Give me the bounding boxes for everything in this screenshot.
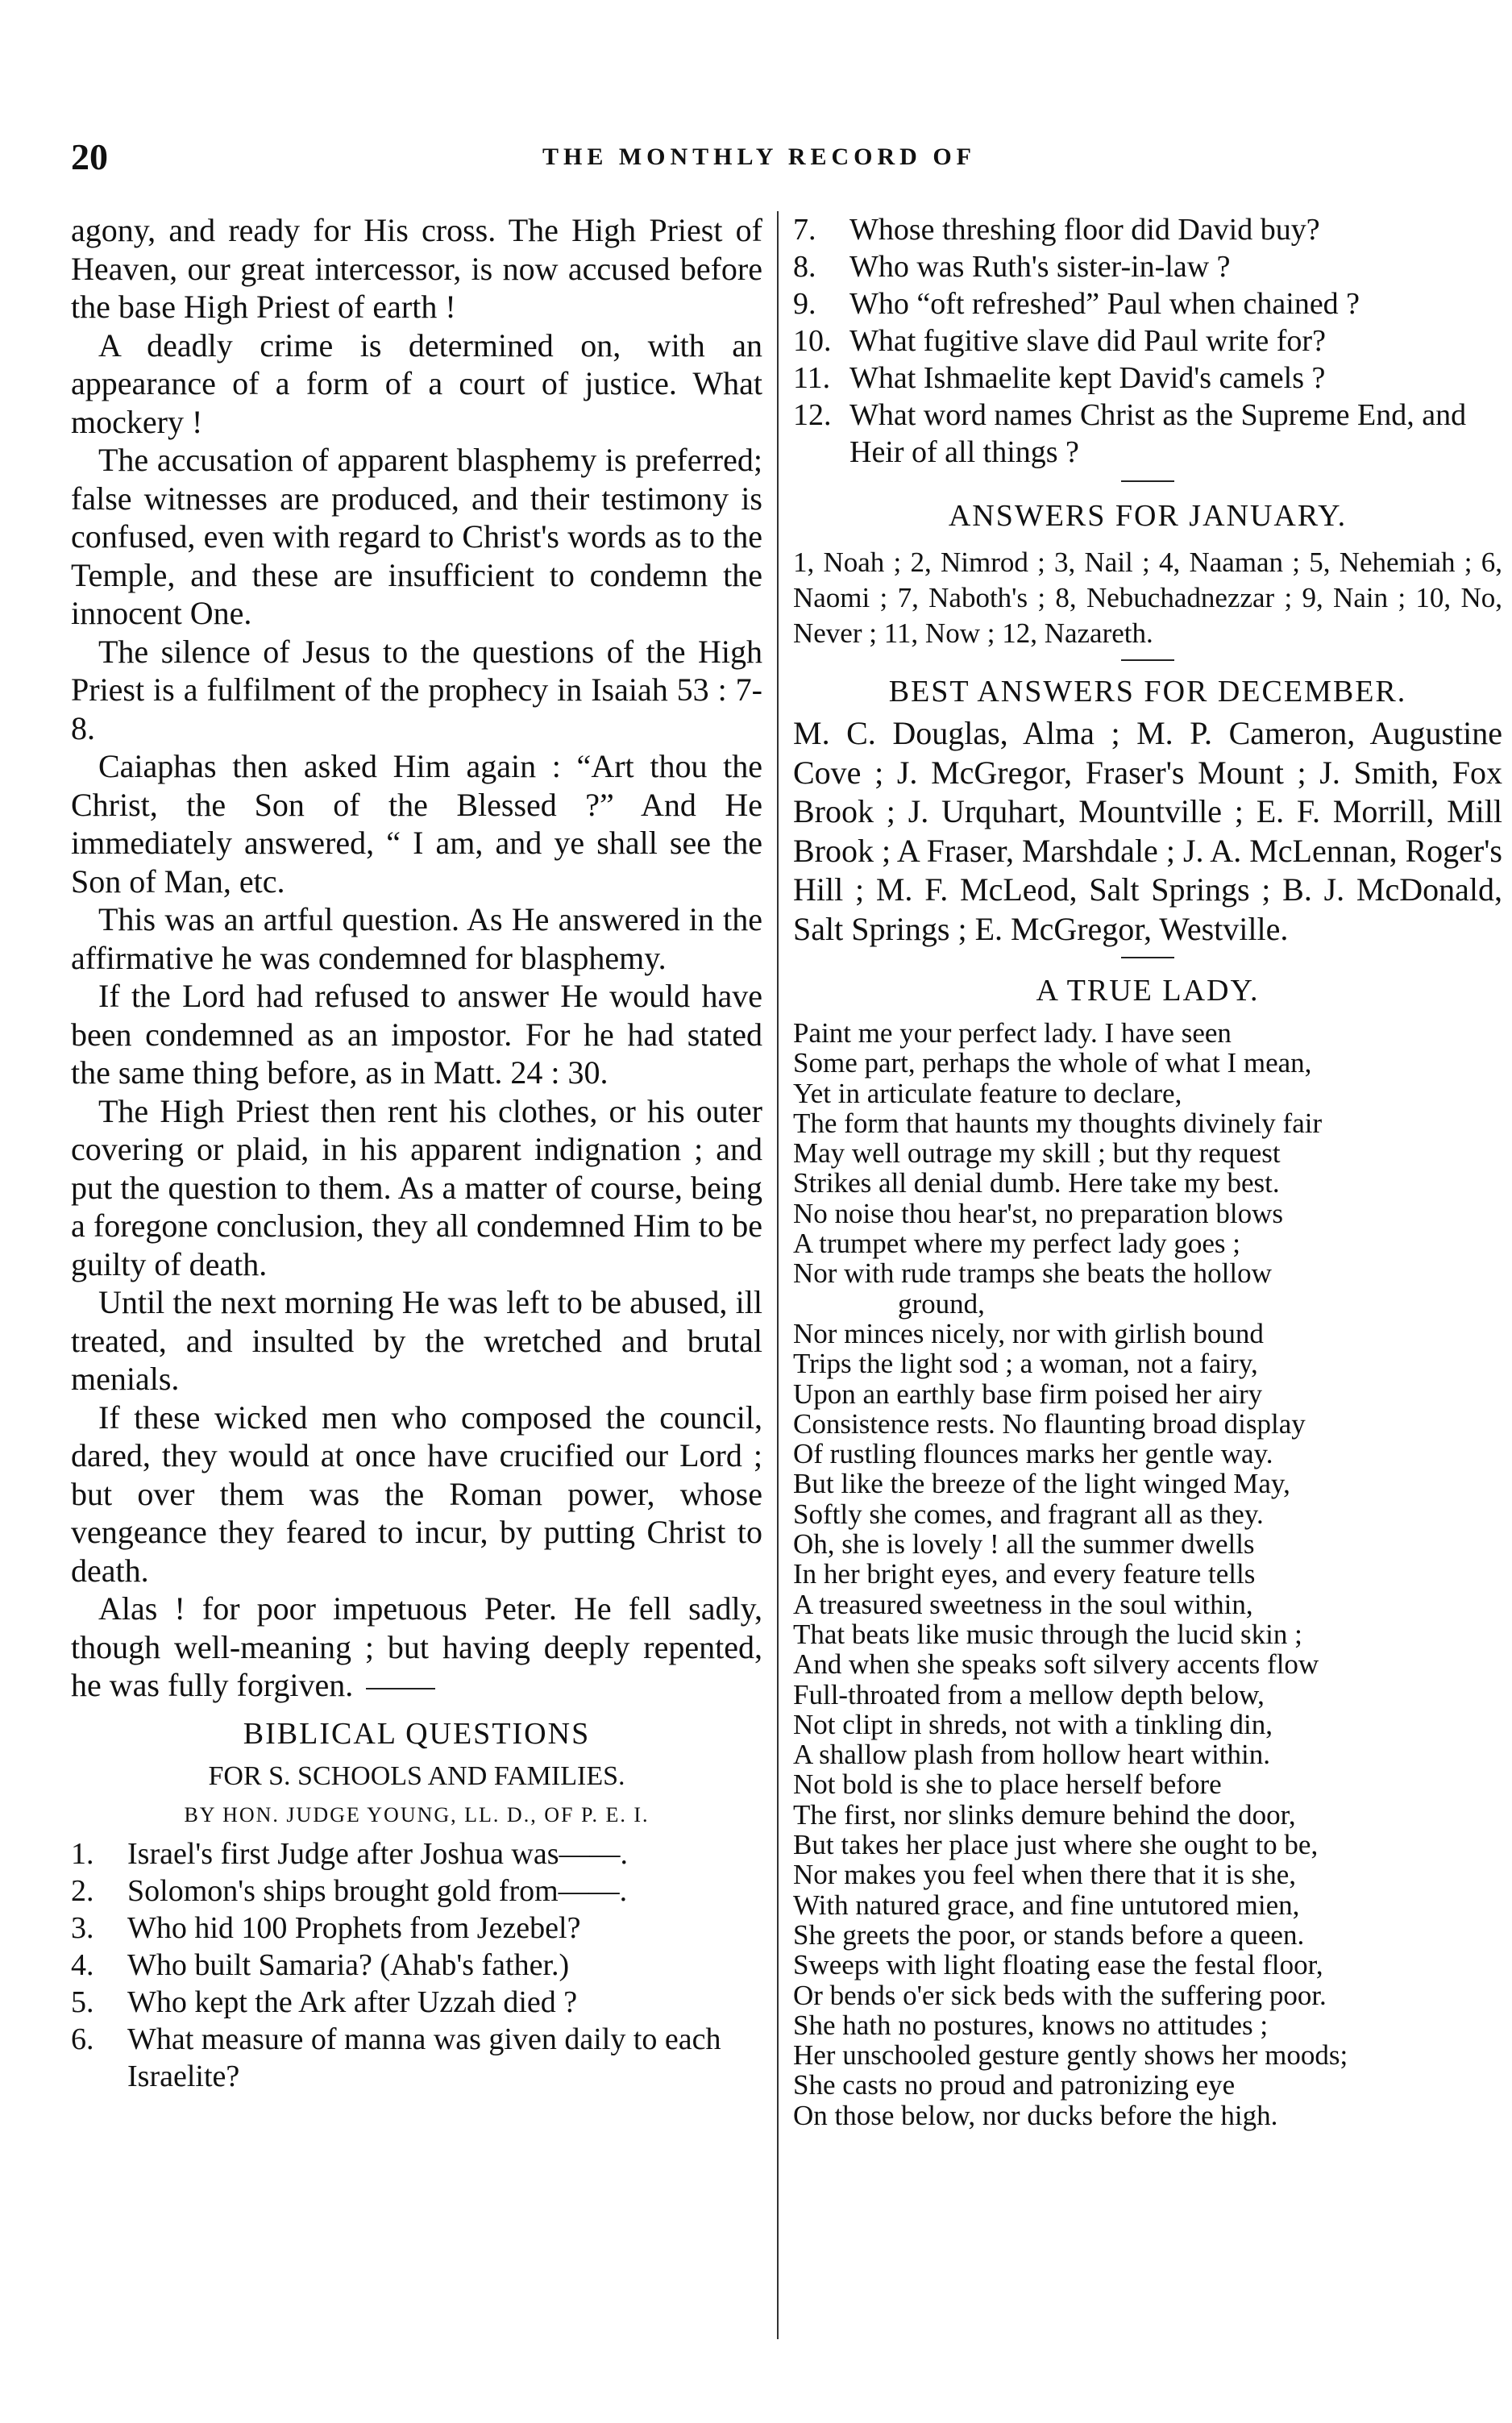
question-number: 4. bbox=[71, 1947, 94, 1982]
poem-line: Yet in articulate feature to declare, bbox=[793, 1077, 1182, 1109]
question-item bbox=[793, 322, 1502, 360]
question-text: What word names Christ as the Supreme End, and Heir of all things ? bbox=[849, 398, 1467, 469]
poem-line: A trumpet where my perfect lady goes ; bbox=[793, 1228, 1240, 1260]
page-number: 20 bbox=[71, 136, 108, 177]
paragraph: This was an artful question. As He answered in the affirmative he was condemned for blasphemy. bbox=[71, 901, 762, 976]
question-item bbox=[71, 1910, 762, 1947]
paragraph: Until the next morning He was left to be abused, ill treated, and insulted by the wretched and brutal menials. bbox=[71, 1284, 762, 1397]
poem-line: Oh, she is lovely ! all the summer dwells bbox=[793, 1528, 1255, 1561]
poem-line: Not bold is she to place herself before bbox=[793, 1768, 1222, 1801]
question-number: 3. bbox=[71, 1910, 94, 1945]
paragraph: Caiaphas then asked Him again : “Art thou the Christ, the Son of the Blessed ?” And He immediately answered, “ I am, and ye shall see the Son of Man, etc. bbox=[71, 748, 762, 900]
question-text: Who “oft refreshed” Paul when chained ? bbox=[849, 287, 1360, 321]
question-text: Solomon's ships brought gold from——. bbox=[127, 1873, 628, 1908]
poem-line: Nor makes you feel when there that it is she, bbox=[793, 1859, 1296, 1891]
poem-line: Or bends o'er sick beds with the suffering poor. bbox=[793, 1979, 1327, 2011]
question-item bbox=[71, 1947, 762, 1984]
poem-line: Consistence rests. No flaunting broad display bbox=[793, 1407, 1306, 1440]
poem-line: Nor minces nicely, nor with girlish bound bbox=[793, 1317, 1264, 1349]
questions-heading: BIBLICAL QUESTIONS bbox=[243, 1716, 591, 1751]
running-title: THE MONTHLY RECORD OF bbox=[542, 143, 976, 170]
section-rule bbox=[1121, 480, 1174, 482]
poem-line: Paint me your perfect lady. I have seen bbox=[793, 1017, 1232, 1049]
questions-subheading: FOR S. SCHOOLS AND FAMILIES. bbox=[208, 1760, 625, 1791]
question-list-continued bbox=[793, 211, 1502, 471]
question-number: 9. bbox=[793, 287, 816, 321]
poem-line: No noise thou hear'st, no preparation blows bbox=[793, 1197, 1283, 1229]
poem-line: Full-throated from a mellow depth below, bbox=[793, 1678, 1265, 1710]
poem-line: Strikes all denial dumb. Here take my best. bbox=[793, 1167, 1280, 1199]
poem-line: ground, bbox=[898, 1287, 985, 1320]
poem-line: The form that haunts my thoughts divinely fair bbox=[793, 1107, 1323, 1139]
question-text: Who built Samaria? (Ahab's father.) bbox=[127, 1947, 570, 1982]
question-number: 11. bbox=[793, 361, 831, 395]
paragraph: If the Lord had refused to answer He would have been condemned as an impostor. For he had stated the same thing before, as in Matt. 24 : 30. bbox=[71, 978, 762, 1091]
question-text: What measure of manna was given daily to each Israelite? bbox=[127, 2022, 721, 2093]
poem-line: That beats like music through the lucid skin ; bbox=[793, 1618, 1302, 1650]
paragraph: The High Priest then rent his clothes, or his outer covering or plaid, in his apparent indignation ; and put the question to them. As a matter of course, being a foregone conclusion, they all condemned Him to be guilty of death. bbox=[71, 1092, 762, 1282]
answers-heading: ANSWERS FOR JANUARY. bbox=[948, 499, 1348, 533]
question-number: 1. bbox=[71, 1836, 94, 1871]
last-paragraph bbox=[71, 1590, 762, 1705]
question-number: 5. bbox=[71, 1985, 94, 2019]
question-item bbox=[71, 1872, 762, 1910]
section-rule bbox=[366, 1688, 435, 1689]
question-number: 6. bbox=[71, 2022, 94, 2056]
poem-line: On those below, nor ducks before the high. bbox=[793, 2099, 1278, 2131]
paragraph: The accusation of apparent blasphemy is preferred; false witnesses are produced, and their testimony is confused, even with regard to Christ's words as to the Temple, and these are insufficient to condemn the innocent One. bbox=[71, 442, 762, 631]
poem bbox=[793, 1018, 1502, 2130]
poem-line: Nor with rude tramps she beats the hollow bbox=[793, 1257, 1272, 1290]
question-text: Whose threshing floor did David buy? bbox=[849, 213, 1320, 247]
question-item bbox=[793, 211, 1502, 248]
poem-line: The first, nor slinks demure behind the door, bbox=[793, 1798, 1296, 1831]
question-number: 12. bbox=[793, 398, 832, 432]
poem-line: Her unschooled gesture gently shows her moods; bbox=[793, 2039, 1348, 2072]
poem-line: Sweeps with light floating ease the festal floor, bbox=[793, 1949, 1323, 1981]
poem-line: And when she speaks soft silvery accents flow bbox=[793, 1648, 1319, 1681]
question-number: 2. bbox=[71, 1873, 94, 1908]
poem-line: She hath no postures, knows no attitudes ; bbox=[793, 2009, 1269, 2041]
poem-line: A shallow plash from hollow heart within. bbox=[793, 1739, 1271, 1771]
poem-line: She casts no proud and patronizing eye bbox=[793, 2069, 1236, 2101]
question-item bbox=[793, 360, 1502, 397]
poem-line: In her bright eyes, and every feature tells bbox=[793, 1558, 1256, 1590]
poem-line: Trips the light sod ; a woman, not a fairy, bbox=[793, 1348, 1258, 1380]
column-divider bbox=[777, 211, 779, 2339]
paragraph: agony, and ready for His cross. The High Priest of Heaven, our great intercessor, is now accused before the base High Priest of earth ! bbox=[71, 212, 762, 325]
question-number: 8. bbox=[793, 250, 816, 284]
section-rule bbox=[1121, 957, 1174, 958]
question-item bbox=[71, 1835, 762, 1872]
question-text: Who was Ruth's sister-in-law ? bbox=[849, 250, 1231, 284]
paragraph: If these wicked men who composed the council, dared, they would at once have crucified our Lord ; but over them was the Roman power, whose vengeance they feared to incur, by putting Christ to death. bbox=[71, 1399, 762, 1589]
poem-line: But like the breeze of the light winged May, bbox=[793, 1468, 1290, 1500]
question-text: Who kept the Ark after Uzzah died ? bbox=[127, 1985, 578, 2019]
right-column bbox=[793, 211, 1502, 2130]
poem-line: But takes her place just where she ought to be, bbox=[793, 1829, 1319, 1861]
question-text: Israel's first Judge after Joshua was——. bbox=[127, 1836, 629, 1871]
question-text: What Ishmaelite kept David's camels ? bbox=[849, 361, 1326, 395]
left-column bbox=[71, 211, 762, 2095]
question-list bbox=[71, 1835, 762, 2095]
questions-byline: BY HON. JUDGE YOUNG, LL. D., OF P. E. I. bbox=[184, 1802, 650, 1827]
question-item bbox=[71, 2021, 762, 2095]
poem-line: Upon an earthly base firm poised her airy bbox=[793, 1378, 1263, 1410]
poem-line: A treasured sweetness in the soul within, bbox=[793, 1588, 1253, 1620]
paragraph: A deadly crime is determined on, with an appearance of a form of a court of justice. What mockery ! bbox=[71, 326, 762, 440]
poem-line: She greets the poor, or stands before a queen. bbox=[793, 1918, 1305, 1951]
question-item bbox=[793, 285, 1502, 322]
section-rule bbox=[1121, 659, 1174, 661]
question-text: What fugitive slave did Paul write for? bbox=[849, 324, 1326, 358]
poem-line: May well outrage my skill ; but thy request bbox=[793, 1137, 1281, 1170]
question-number: 10. bbox=[793, 324, 832, 358]
question-item bbox=[793, 397, 1502, 471]
poem-line: Not clipt in shreds, not with a tinkling din, bbox=[793, 1708, 1273, 1740]
poem-line: Some part, perhaps the whole of what I mean, bbox=[793, 1047, 1312, 1079]
paragraph: The silence of Jesus to the questions of the High Priest is a fulfilment of the prophecy in Isaiah 53 : 7-8. bbox=[71, 633, 762, 746]
poem-line: With natured grace, and fine untutored mien, bbox=[793, 1889, 1300, 1921]
best-answers-heading: BEST ANSWERS FOR DECEMBER. bbox=[888, 675, 1407, 709]
best-answers-text: M. C. Douglas, Alma ; M. P. Cameron, Augustine Cove ; J. McGregor, Fraser's Mount ; J. Smith, Fox Brook ; J. Urquhart, Mountville ; E. F. Morrill, Mill Brook ; A Fraser, Marshdale ; J. A. McLennan, Roger's Hill ; M. F. McLeod, Salt Springs ; B. J. McDonald, Salt Springs ; E. McGregor, Westville. bbox=[793, 715, 1502, 947]
poem-line: Of rustling flounces marks her gentle way. bbox=[793, 1438, 1273, 1470]
poem-title: A TRUE LADY. bbox=[1036, 974, 1260, 1008]
page-header bbox=[71, 135, 1448, 184]
question-text: Who hid 100 Prophets from Jezebel? bbox=[127, 1910, 581, 1945]
question-item bbox=[71, 1984, 762, 2021]
answers-text: 1, Noah ; 2, Nimrod ; 3, Nail ; 4, Naaman ; 5, Nehemiah ; 6, Naomi ; 7, Naboth's ; 8, Nebuchadnezzar ; 9, Nain ; 10, No, Never ; 11, Now ; 12, Nazareth. bbox=[793, 547, 1502, 649]
paragraph-text: Alas ! for poor impetuous Peter. He fell sadly, though well-meaning ; but having deeply repented, he was fully forgiven. bbox=[71, 1590, 762, 1703]
question-number: 7. bbox=[793, 213, 816, 247]
question-item bbox=[793, 248, 1502, 285]
poem-line: Softly she comes, and fragrant all as they. bbox=[793, 1498, 1264, 1530]
